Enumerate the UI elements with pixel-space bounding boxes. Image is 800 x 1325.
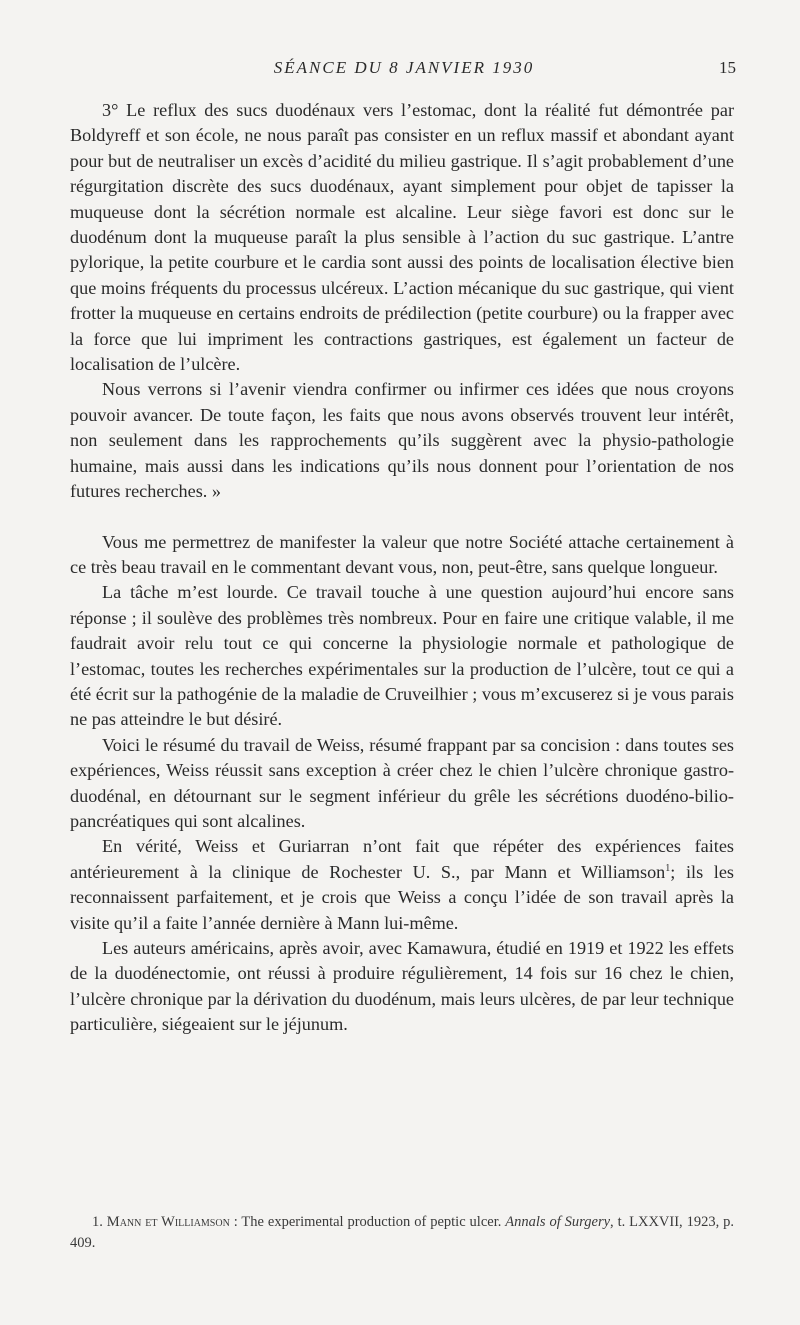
body-text [70, 98, 734, 1038]
footnote-authors: Mann et Williamson [106, 1214, 230, 1230]
paragraph: 3° Le reflux des sucs duodénaux vers l’estomac, dont la réalité fut démontrée par Boldyreff et son école, ne nous paraît pas consister en un reflux massif et abondant ayant pour but de neutraliser un excès d’acidité du milieu gastrique. Il s’agit probablement d’une régurgitation discrète des sucs duodénaux, ayant simplement pour objet de tapisser la muqueuse dont la sécrétion normale est alcaline. Leur siège favori est donc sur le duodénum dont la muqueuse paraît la plus sensible à l’action du suc gastrique. L’antre pylorique, la petite courbure et le cardia sont aussi des points de localisation élective bien que moins fréquents du processus ulcéreux. L’action mécanique du suc gastrique, qui vient frotter la muqueuse en certains endroits de prédilection (petite courbure) ou la frapper avec la force que lui impriment les contractions gastriques, est également un facteur de localisation de l’ulcère. [70, 100, 734, 375]
footnote-journal: Annals of Surgery [505, 1214, 611, 1230]
footnote-number: 1. [92, 1214, 103, 1230]
paragraph-part: ; ils les reconnaissent parfaitement, et je crois que Weiss a conçu l’idée de son travail après la visite qu’il a faite l’année dernière à Mann lui-même. [70, 861, 734, 933]
paragraph [70, 834, 734, 936]
paragraph: La tâche m’est lourde. Ce travail touche à une question aujourd’hui encore sans réponse ; il soulève des problèmes très nombreux. Pour en faire une critique valable, il me faudrait avoir relu tout ce qui concerne la physiologie normale et pathologique de l’estomac, toutes les recherches expérimentales sur la production de l’ulcère, tout ce qui a été écrit sur la pathogénie de la maladie de Cruveilhier ; vous m’excuserez si je vous parais ne pas atteindre le but désiré. [70, 582, 734, 730]
footnote-text: : The experimental production of peptic ulcer. [233, 1214, 502, 1230]
footnote-ref: , t. LXXVII, 1923, p. 409. [70, 1214, 735, 1251]
paragraph-part: En vérité, Weiss et Guriarran n’ont fait que répéter des expériences faites antérieurement à la clinique de Rochester U. S., par Mann et Williamson [70, 836, 734, 882]
page-header [72, 58, 736, 86]
page-number: 15 [719, 58, 736, 77]
paragraph: Nous verrons si l’avenir viendra confirmer ou infirmer ces idées que nous croyons pouvoir avancer. De toute façon, les faits que nous avons observés trouvent leur intérêt, non seulement dans les rapprochements qu’ils suggèrent avec la physio-pathologie humaine, mais aussi dans les indications qu’ils nous donnent pour l’orientation de nos futures recherches. » [70, 379, 734, 502]
paragraph: Vous me permettrez de manifester la valeur que notre Société attache certainement à ce très beau travail en le commentant devant vous, non, peut-être, sans quelque longueur. [70, 531, 734, 577]
footnote-marker: 1 [665, 862, 671, 874]
paragraph: Les auteurs américains, après avoir, avec Kamawura, étudié en 1919 et 1922 les effets de la duodénectomie, ont réussi à produire régulièrement, 14 fois sur 16 chez le chien, l’ulcère chronique par la dérivation du duodénum, mais leurs ulcères, de par leur technique particulière, siégeaient sur le jéjunum. [70, 938, 734, 1035]
paragraph: Voici le résumé du travail de Weiss, résumé frappant par sa concision : dans toutes ses expériences, Weiss réussit sans exception à créer chez le chien l’ulcère chronique gastro-duodénal, en détournant sur le segment inférieur du grêle les sécrétions duodéno-bilio-pancréatiques qui sont alcalines. [70, 734, 734, 831]
footnote [70, 1212, 734, 1254]
running-head: SÉANCE DU 8 JANVIER 1930 [273, 58, 535, 77]
footnotes [70, 1212, 734, 1254]
